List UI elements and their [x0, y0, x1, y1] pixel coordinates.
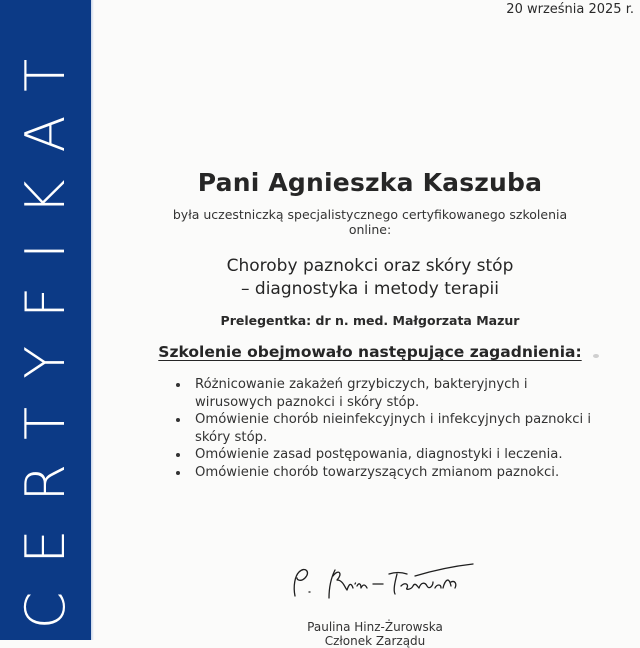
list-item: Omówienie chorób nieinfekcyjnych i infekcyjnych paznokci i skóry stóp. — [175, 411, 595, 446]
scan-speck — [593, 354, 599, 358]
list-item: Omówienie zasad postępowania, diagnostyki i leczenia. — [175, 446, 595, 464]
speaker: Prelegentka: dr n. med. Małgorzata Mazur — [220, 313, 520, 328]
handwritten-signature — [285, 562, 475, 602]
list-item: Różnicowanie zakażeń grzybiczych, bakteryjnych i wirusowych paznokci i skóry stóp. — [175, 376, 595, 411]
signatory-role: Członek Zarządu — [324, 634, 426, 648]
list-item: Omówienie chorób towarzyszących zmianom paznokci. — [175, 464, 595, 482]
band-edge — [91, 0, 94, 640]
participation-statement — [150, 207, 590, 237]
recipient-name: Pani Agnieszka Kaszuba — [197, 168, 543, 197]
course-title-line-1: Choroby paznokci oraz skóry stóp — [226, 256, 514, 276]
topics-list — [175, 376, 595, 482]
issue-date: 20 września 2025 r. — [506, 2, 634, 17]
course-title-line-2: – diagnostyka i metody terapii — [241, 279, 499, 299]
topics-heading: Szkolenie obejmowało następujące zagadnienia: — [158, 343, 582, 361]
participation-text: była uczestniczką specjalistycznego certyfikowanego szkolenia online: — [172, 207, 568, 237]
certificate-title: CERTYFIKAT — [14, 30, 77, 630]
course-title — [150, 255, 590, 301]
signatory-name: Paulina Hinz-Żurowska — [307, 620, 443, 634]
